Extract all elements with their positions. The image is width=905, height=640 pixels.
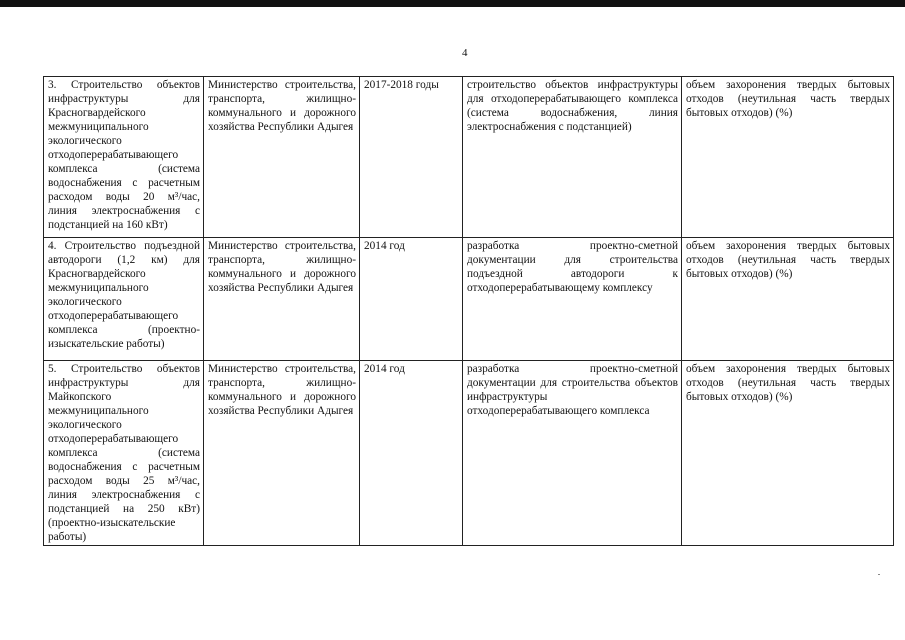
responsible-cell: Министерство строительства, транспорта, жилищно-коммунального и дорожного хозяйства Республики Адыгея bbox=[204, 77, 360, 238]
page-number: 4 bbox=[462, 47, 468, 59]
period-cell: 2014 год bbox=[360, 238, 463, 361]
program-table bbox=[43, 76, 894, 546]
table-row bbox=[44, 238, 894, 361]
indicator-cell: объем захоронения твердых бытовых отходов (неутильная часть твердых бытовых отходов) (%) bbox=[682, 238, 894, 361]
table-row bbox=[44, 361, 894, 546]
indicator-cell: объем захоронения твердых бытовых отходов (неутильная часть твердых бытовых отходов) (%) bbox=[682, 361, 894, 546]
page-top-border bbox=[0, 0, 905, 7]
result-cell: разработка проектно-сметной документации для строительства подъездной автодороги к отходоперерабатывающему комплексу bbox=[463, 238, 682, 361]
period-cell: 2014 год bbox=[360, 361, 463, 546]
responsible-cell: Министерство строительства, транспорта, жилищно-коммунального и дорожного хозяйства Республики Адыгея bbox=[204, 361, 360, 546]
table-row bbox=[44, 77, 894, 238]
object-cell: 5. Строительство объектов инфраструктуры для Майкопского межмуниципального экологического отходоперерабатывающего комплекса (система водоснабжения с расчетным расходом воды 25 м³/час, линия электроснабжения с подстанцией на 250 кВт) (проектно-изыскательские работы) bbox=[44, 361, 204, 546]
result-cell: строительство объектов инфраструктуры для отходоперерабатывающего комплекса (система водоснабжения, линия электроснабжения с подстанцией) bbox=[463, 77, 682, 238]
indicator-cell: объем захоронения твердых бытовых отходов (неутильная часть твердых бытовых отходов) (%) bbox=[682, 77, 894, 238]
scan-speck bbox=[878, 574, 880, 575]
result-cell: разработка проектно-сметной документации для строительства объектов инфраструктуры отходоперерабатывающего комплекса bbox=[463, 361, 682, 546]
period-cell: 2017-2018 годы bbox=[360, 77, 463, 238]
responsible-cell: Министерство строительства, транспорта, жилищно-коммунального и дорожного хозяйства Республики Адыгея bbox=[204, 238, 360, 361]
object-cell: 3. Строительство объектов инфраструктуры для Красногвардейского межмуниципального экологического отходоперерабатывающего комплекса (система водоснабжения с расчетным расходом воды 20 м³/час, линия электроснабжения с подстанцией на 160 кВт) bbox=[44, 77, 204, 238]
object-cell: 4. Строительство подъездной автодороги (1,2 км) для Красногвардейского межмуниципального экологического отходоперерабатывающего комплекса (проектно-изыскательские работы) bbox=[44, 238, 204, 361]
